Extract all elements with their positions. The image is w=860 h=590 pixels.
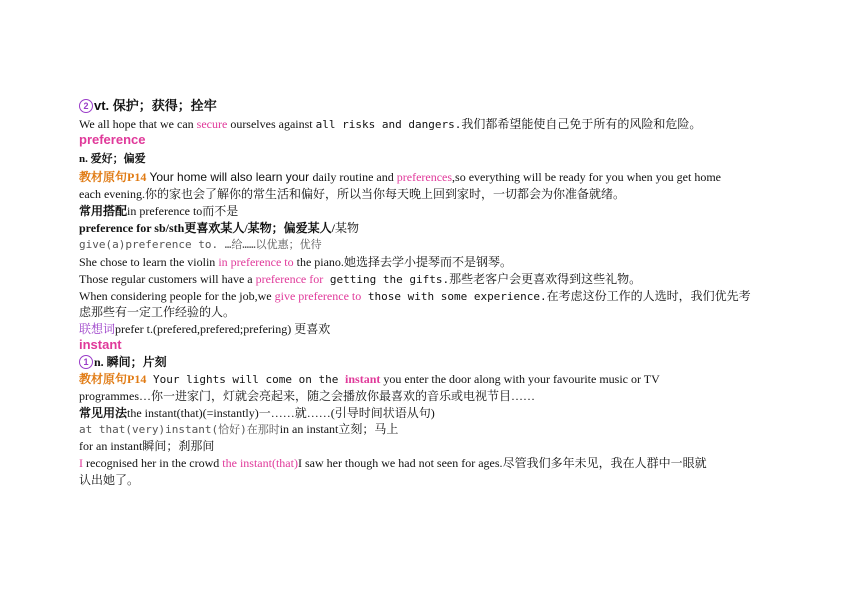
collocation-label: 常用搭配 [79, 204, 128, 218]
preference-source-line2: each evening.你的家也会了解你的常生活和偏好，所以当你每天晚上回到家时，一切都会为你准备就绪。 [79, 187, 625, 201]
preference-pattern: preference for sb/sth更喜欢某人/某物；偏爱某人/某物 [79, 221, 360, 235]
instant-source-line2: programmes…你一进家门，灯就会亮起来，随之会播放你最喜欢的音乐或电视节目…… [79, 389, 535, 403]
instant-usage: 常见用法the instant(that)(=instantly)一……就……(引导时间状语从句) [79, 406, 435, 420]
preference-example-1: She chose to learn the violin in preference to the piano.她选择去学小提琴而不是钢琴。 [79, 255, 512, 269]
usage-label: 常见用法 [79, 406, 128, 420]
highlight-preferences: preferences [396, 170, 453, 184]
highlight-the-instant-that: the instant(that) [222, 456, 298, 470]
instant-source-sentence: 教材原句P14 Your lights will come on the instant you enter the door along with your favourite music or TV [79, 372, 660, 386]
secure-example: We all hope that we can secure ourselves against all risks and dangers.我们都希望能使自己免于所有的风险和危险。 [79, 117, 702, 131]
instant-example-line2: 认出她了。 [79, 473, 140, 487]
highlight-secure: secure [196, 117, 228, 131]
secure-sense-title: vt. 保护；获得；拴牢 [94, 98, 217, 113]
highlight-preference-for: preference for [255, 272, 324, 286]
circled-number-2: 2 [79, 99, 93, 113]
highlight-give-preference-to: give preference to [274, 289, 362, 303]
highlight-instant: instant [345, 372, 381, 386]
instant-sense-heading: 1 n. 瞬间；片刻 [79, 354, 780, 370]
instant-at-that-phrase: at that(very)instant(恰好)在那时in an instant立刻；马上 [79, 422, 399, 436]
preference-source-sentence: 教材原句P14 Your home will also learn your daily routine and preferences,so everything will be ready for you when you get home [79, 170, 721, 184]
preference-pos: n. 爱好；偏爱 [79, 153, 146, 165]
preference-example-2: Those regular customers will have a preference for getting the gifts.那些老客户会更喜欢得到这些礼物。 [79, 272, 642, 286]
give-preference-phrase: give(a)preference to. …给……以优惠；优待 [79, 238, 322, 251]
textbook-source-label: 教材原句P14 [79, 170, 147, 184]
instant-example: I recognised her in the crowd the instant(that)I saw her though we had not seen for ages.尽管我们多年未见，我在人群中一眼就 [79, 456, 707, 470]
preference-example-3: When considering people for the job,we give preference to those with some experience.在考虑这份工作的人选时，我们优先考 [79, 289, 751, 303]
secure-sense-heading [79, 98, 780, 114]
preference-collocation: 常用搭配in preference to而不是 [79, 204, 239, 218]
instant-word: instant [79, 337, 122, 352]
circled-number-1: 1 [79, 355, 93, 369]
highlight-in-preference-to: in preference to [218, 255, 294, 269]
preference-association: 联想词prefer t.(prefered,prefered;prefering) 更喜欢 [79, 322, 331, 336]
preference-word: preference [79, 132, 146, 147]
association-label: 联想词 [79, 322, 116, 336]
instant-for-an-phrase: for an instant瞬间；刹那间 [79, 439, 215, 453]
preference-example-3-line2: 虑那些有一定工作经验的人。 [79, 305, 236, 319]
